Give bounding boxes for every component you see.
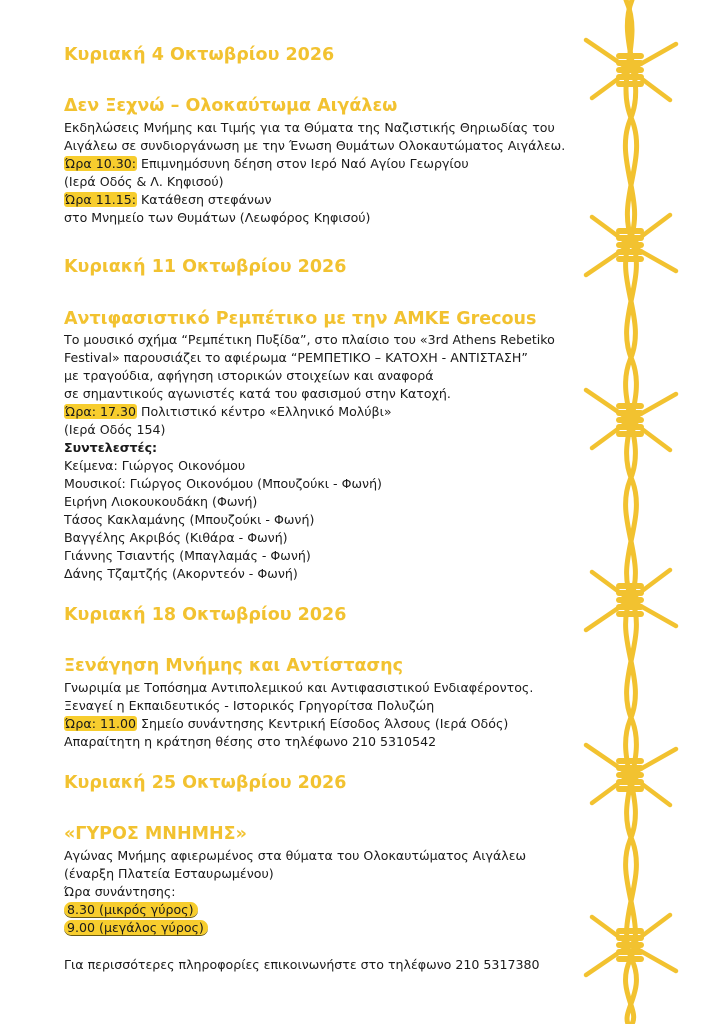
barb-coil bbox=[616, 74, 644, 80]
body-line: Ώρα συνάντησης: bbox=[64, 884, 176, 899]
barb-coil bbox=[616, 949, 644, 955]
time-highlight: 9.00 (μεγάλος γύρος) bbox=[64, 920, 208, 935]
barb-coil bbox=[616, 417, 644, 423]
section-2-body bbox=[64, 331, 555, 583]
barb-coil bbox=[616, 256, 644, 262]
body-line bbox=[64, 715, 533, 733]
credit-line: Βαγγέλης Ακριβός (Κιθάρα - Φωνή) bbox=[64, 530, 288, 545]
barb-coil bbox=[616, 424, 644, 430]
credit-line: Δάνης Τζαμτζής (Ακορντεόν - Φωνή) bbox=[64, 566, 298, 581]
body-line: με τραγούδια, αφήγηση ιστορικών στοιχείων και αναφορά bbox=[64, 368, 434, 383]
credit-line: Ειρήνη Λιοκουκουδάκη (Φωνή) bbox=[64, 494, 258, 509]
section-2-date: Κυριακή 11 Οκτωβρίου 2026 bbox=[64, 257, 347, 277]
barb-coil bbox=[616, 956, 644, 962]
barb-coil bbox=[616, 786, 644, 792]
barb-coil bbox=[616, 604, 644, 610]
barb-coil bbox=[616, 779, 644, 785]
barb-coil bbox=[616, 81, 644, 87]
body-line: Αιγάλεω σε συνδιοργάνωση με την Ένωση Θυμάτων Ολοκαυτώματος Αιγάλεω. bbox=[64, 138, 566, 153]
barb-coil bbox=[616, 228, 644, 234]
section-1-date: Κυριακή 4 Οκτωβρίου 2026 bbox=[64, 45, 335, 65]
body-line: (Ιερά Οδός & Λ. Κηφισού) bbox=[64, 174, 224, 189]
footer-contact bbox=[64, 956, 540, 974]
body-line: Festival» παρουσιάζει το αφιέρωμα “ΡΕΜΠΕΤΙΚΟ – ΚΑΤΟΧΗ - ΑΝΤΙΣΤΑΣΗ” bbox=[64, 350, 528, 365]
section-4-date: Κυριακή 25 Οκτωβρίου 2026 bbox=[64, 773, 347, 793]
body-line: Απαραίτητη η κράτηση θέσης στο τηλέφωνο 210 5310542 bbox=[64, 734, 437, 749]
section-1-body bbox=[64, 119, 565, 227]
barb-coil bbox=[616, 67, 644, 73]
body-line: Εκδηλώσεις Μνήμης και Τιμής για τα Θύματα της Ναζιστικής Θηριωδίας του bbox=[64, 120, 555, 135]
barb-coil bbox=[616, 611, 644, 617]
credit-line: Τάσος Κακλαμάνης (Μπουζούκι - Φωνή) bbox=[64, 512, 315, 527]
section-2-title: Αντιφασιστικό Ρεμπέτικο με την ΑΜΚΕ Grecous bbox=[64, 309, 537, 329]
body-line bbox=[64, 155, 565, 173]
body-text: Πολιτιστικό κέντρο «Ελληνικό Μολύβι» bbox=[137, 404, 392, 419]
body-line: Ξεναγεί η Εκπαιδευτικός - Ιστορικός Γρηγορίτσα Πολυζώη bbox=[64, 698, 435, 713]
barb-coil bbox=[616, 410, 644, 416]
barb-coil bbox=[616, 935, 644, 941]
time-highlight: Ώρα: 17.30 bbox=[65, 404, 136, 419]
body-line: στο Μνημείο των Θυμάτων (Λεωφόρος Κηφισού) bbox=[64, 210, 371, 225]
barb-coil bbox=[616, 60, 644, 66]
body-line: σε σημαντικούς αγωνιστές κατά του φασισμού στην Κατοχή. bbox=[64, 386, 451, 401]
footer-text: Για περισσότερες πληροφορίες επικοινωνήστε στο τηλέφωνο 210 5317380 bbox=[64, 957, 540, 972]
body-line bbox=[64, 901, 526, 919]
section-3-body bbox=[64, 679, 533, 751]
barb-coil bbox=[616, 942, 644, 948]
barb-coil bbox=[616, 403, 644, 409]
section-4-body bbox=[64, 847, 526, 937]
barb-coil bbox=[616, 772, 644, 778]
barb-coil bbox=[616, 235, 644, 241]
body-text: Κατάθεση στεφάνων bbox=[137, 192, 272, 207]
barb-coil bbox=[616, 590, 644, 596]
section-3-title: Ξενάγηση Μνήμης και Αντίστασης bbox=[64, 656, 403, 676]
body-line: (έναρξη Πλατεία Εσταυρωμένου) bbox=[64, 866, 274, 881]
section-3-date: Κυριακή 18 Οκτωβρίου 2026 bbox=[64, 605, 347, 625]
body-line: Το μουσικό σχήμα “Ρεμπέτικη Πυξίδα”, στο πλαίσιο του «3rd Athens Rebetiko bbox=[64, 332, 555, 347]
barbed-wire-icon bbox=[560, 0, 724, 1024]
body-text: Επιμνημόσυνη δέηση στον Ιερό Ναό Αγίου Γεωργίου bbox=[137, 156, 469, 171]
body-line: (Ιερά Οδός 154) bbox=[64, 422, 166, 437]
credits-heading: Συντελεστές: bbox=[64, 440, 158, 455]
barb-coil bbox=[616, 242, 644, 248]
time-highlight: Ώρα: 11.00 bbox=[65, 716, 136, 731]
barb-coil bbox=[616, 758, 644, 764]
credit-line: Κείμενα: Γιώργος Οικονόμου bbox=[64, 458, 246, 473]
body-line bbox=[64, 919, 526, 937]
time-highlight: Ώρα 11.15: bbox=[65, 192, 136, 207]
body-text: Σημείο συνάντησης Κεντρική Είσοδος Άλσους (Ιερά Οδός) bbox=[137, 716, 509, 731]
barb-coil bbox=[616, 583, 644, 589]
body-line: Αγώνας Μνήμης αφιερωμένος στα θύματα του Ολοκαυτώματος Αιγάλεω bbox=[64, 848, 527, 863]
barb-coil bbox=[616, 597, 644, 603]
credit-line: Γιάννης Τσιαντής (Μπαγλαμάς - Φωνή) bbox=[64, 548, 311, 563]
time-highlight: 8.30 (μικρός γύρος) bbox=[64, 902, 198, 917]
barb-coil bbox=[616, 249, 644, 255]
barb-coil bbox=[616, 928, 644, 934]
section-1-title: Δεν Ξεχνώ – Ολοκαύτωμα Αιγάλεω bbox=[64, 96, 398, 116]
body-line bbox=[64, 191, 565, 209]
credit-line: Μουσικοί: Γιώργος Οικονόμου (Μπουζούκι - Φωνή) bbox=[64, 476, 382, 491]
barb-coil bbox=[616, 765, 644, 771]
body-line bbox=[64, 403, 555, 421]
time-highlight: Ώρα 10.30: bbox=[65, 156, 136, 171]
barb-coil bbox=[616, 53, 644, 59]
section-4-title: «ΓΥΡΟΣ ΜΝΗΜΗΣ» bbox=[64, 824, 247, 844]
body-line: Γνωριμία με Τοπόσημα Αντιπολεμικού και Αντιφασιστικού Ενδιαφέροντος. bbox=[64, 680, 534, 695]
barb-coil bbox=[616, 431, 644, 437]
